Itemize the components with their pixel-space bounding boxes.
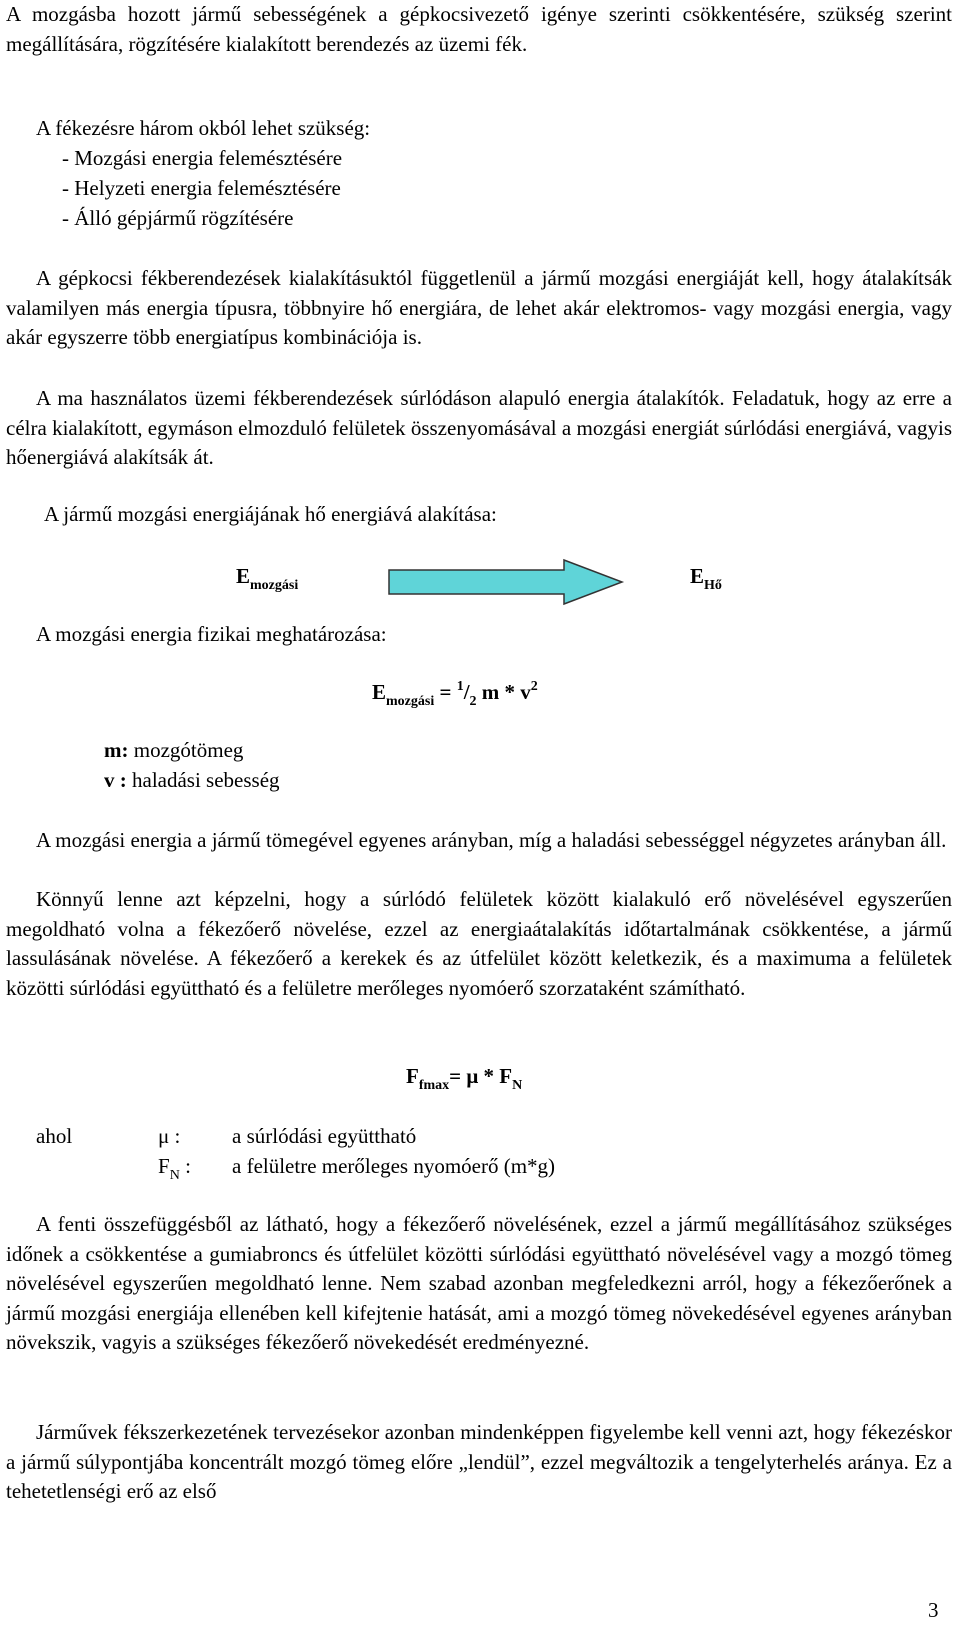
paragraph-proportionality: A mozgási energia a jármű tömegével egyenes arányban, míg a haladási sebességgel négyzetes arányban áll.: [36, 828, 947, 852]
paragraph-physical-definition: A mozgási energia fizikai meghatározása:: [36, 622, 387, 646]
list-item: - Helyzeti energia felemésztésére: [62, 176, 341, 200]
definition-mass: m: mozgótömeg: [104, 738, 244, 762]
definition-fn-text: a felületre merőleges nyomóerő (m*g): [232, 1154, 556, 1178]
list-item: - Álló gépjármű rögzítésére: [62, 206, 294, 230]
paragraph-weight-transfer: Járművek fékszerkezetének tervezésekor azonban mindenképpen figyelembe kell venni azt, hogy fékezéskor a jármű súlypontjába koncentrált mozgó tömeg előre „lendül”, ezzel megváltozik a tengelyterhelés aránya. Ez a tehetetlenségi erő az első: [6, 1420, 952, 1503]
conversion-arrow-icon: [386, 558, 626, 606]
list-item: - Mozgási energia felemésztésére: [62, 146, 343, 170]
paragraph-friction-brakes: A ma használatos üzemi fékberendezések súrlódáson alapuló energia átalakítók. Feladatuk, hogy az erre a célra kialakított, egymáson elmozduló felületek összenyomásával a mozgási energiát súrlódási energiává, vagyis hőenergiává alakítsák át.: [6, 386, 952, 469]
paragraph-reasons-intro: A fékezésre három okból lehet szükség:: [36, 116, 371, 140]
page-number: 3: [928, 1598, 939, 1622]
definition-mu-text: a súrlódási együttható: [232, 1124, 417, 1148]
paragraph-intro: A mozgásba hozott jármű sebességének a gépkocsivezető igénye szerinti csökkentésére, szükség szerint megállítására, rögzítésére kialakított berendezés az üzemi fék.: [6, 2, 952, 56]
definitions-where: ahol: [36, 1124, 73, 1148]
definition-mu-symbol: μ :: [158, 1124, 181, 1148]
braking-force-formula: $F_{fmax}= \mu * F_N$: [406, 1064, 523, 1093]
paragraph-energy-conversion: A gépkocsi fékberendezések kialakításuktól függetlenül a jármű mozgási energiáját kell, hogy átalakítsák valamilyen más energia típusra, többnyire hő energiára, de lehet akár elektromos- vagy mozgási energia, vagy akár egyszerre több energiatípus kombinációja is.: [6, 266, 952, 349]
definition-fn-symbol: $F_N$ :: [158, 1154, 191, 1183]
definition-velocity: v : haladási sebesség: [104, 768, 280, 792]
energy-kinetic-label: $E_{mozgási}$: [236, 564, 299, 593]
paragraph-braking-force: Könnyű lenne azt képzelni, hogy a súrlódó felületek között kialakuló erő növelésével egyszerűen megoldható volna a fékezőerő növelése, ezzel az energiaátalakítás időtartalmának csökkentése, a jármű lassulásának növelése. A fékezőerő a kerekek és az útfelület között keletkezik, és a maximuma a felületek közötti súrlódási együttható és a felületre merőleges nyomóerő szorzataként számítható.: [6, 887, 952, 1000]
paragraph-conclusion: A fenti összefüggésből az látható, hogy a fékezőerő növelésének, ezzel a jármű megállításához szükséges időnek a csökkentése a gumiabroncs és útfelület közötti súrlódási együttható növelésével vagy a mozgó tömeg növelésével egyszerűen megoldható lenne. Nem szabad azonban megfeledkezni arról, hogy a fékezőerőnek a jármű mozgási energiája ellenében kell kifejtenie hatását, ami a mozgó tömeg növekedésével egyenes arányban növekszik, vagyis a szükséges fékezőerő növekedését eredményezné.: [6, 1212, 952, 1354]
paragraph-conversion-heading: A jármű mozgási energiájának hő energiává alakítása:: [44, 502, 497, 526]
energy-heat-label: $E_{Hő}$: [690, 564, 722, 593]
kinetic-energy-formula: $E_{mozgási} = ^1/_2$ m * $v^2$: [372, 679, 538, 709]
